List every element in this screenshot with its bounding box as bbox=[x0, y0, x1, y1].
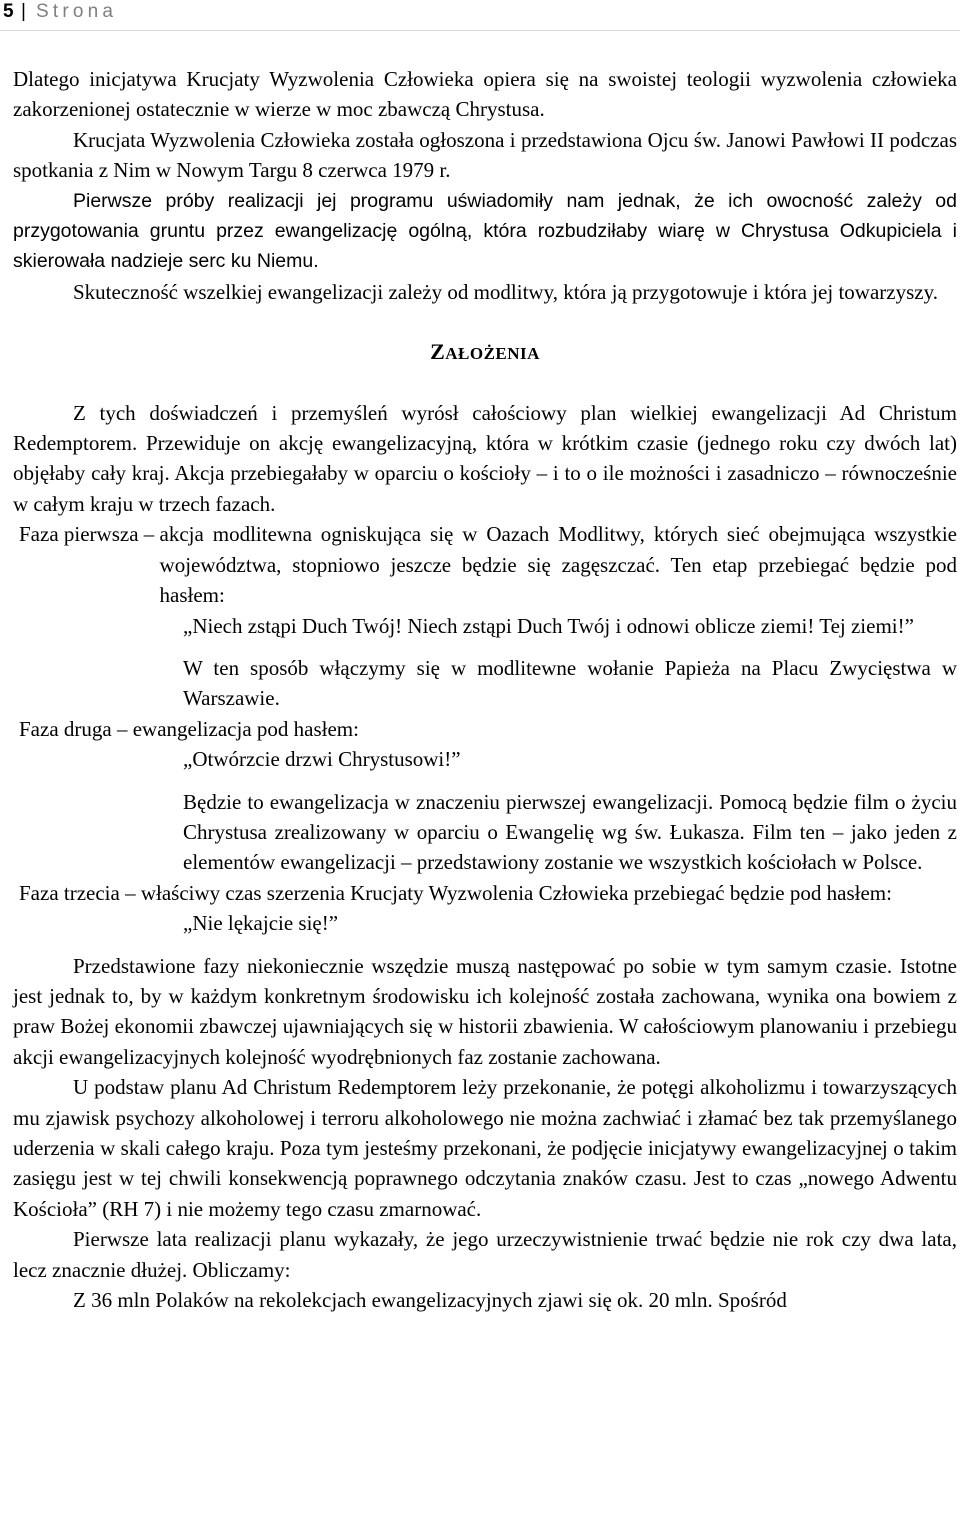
page-header-separator: | bbox=[21, 1, 26, 22]
page-header bbox=[0, 0, 960, 31]
document-body bbox=[13, 64, 957, 1315]
phase-text: akcja modlitewna ogniskująca się w Oazach Modlitwy, których sieć obejmująca wszystkie województwa, stopniowo jeszcze będzie się zagęszczać. Ten etap przebiegać będzie pod hasłem: bbox=[159, 522, 957, 608]
paragraph: Skuteczność wszelkiej ewangelizacji zależy od modlitwy, która ją przygotowuje i która jej towarzyszy. bbox=[73, 279, 938, 304]
page-number: 5 bbox=[3, 1, 14, 22]
phase-motto: „Nie lękajcie się!” bbox=[183, 911, 339, 936]
paragraph: U podstaw planu Ad Christum Redemptorem leży przekonanie, że potęgi alkoholizmu i towarzyszących mu zjawisk psychozy alkoholowej i terroru alkoholowego nie można zachwiać i złamać bez tak przemyślanego uderzenia w skali całego kraju. Poza tym jesteśmy przekonani, że podjęcie inicjatywy ewangelizacyjnej o takim zasięgu jest w tej chwili konsekwencją poprawnego odczytania znaków czasu. Jest to czas „nowego Adwentu Kościoła” (RH 7) i nie możemy tego czasu zmarnować. bbox=[13, 1075, 957, 1221]
paragraph: Pierwsze lata realizacji planu wykazały, że jego urzeczywistnienie trwać będzie nie rok czy dwa lata, lecz znacznie dłużej. Obliczamy: bbox=[13, 1227, 957, 1282]
phase-motto: „Niech zstąpi Duch Twój! Niech zstąpi Duch Twój i odnowi oblicze ziemi! Tej ziemi!” bbox=[183, 613, 914, 638]
phase-item bbox=[19, 519, 957, 610]
phase-note: Będzie to ewangelizacja w znaczeniu pierwszej ewangelizacji. Pomocą będzie film o życiu Chrystusa zrealizowany w oparciu o Ewangelię wg św. Łukasza. Film ten – jako jeden z elementów ewangelizacji – przedstawiony zostanie we wszystkich kościołach w Polsce. bbox=[183, 789, 957, 875]
page-header-label: Strona bbox=[36, 1, 118, 22]
phase-label: Faza druga – bbox=[19, 716, 133, 741]
section-heading-initial: Z bbox=[430, 339, 446, 365]
paragraph: Przedstawione fazy niekoniecznie wszędzie muszą następować po sobie w tym samym czasie. Istotne jest jednak to, by w każdym konkretnym środowisku ich kolejność została zachowana, wynika ona bowiem z praw Bożej ekonomii zbawczej ujawniających się w historii zbawienia. W całościowym planowaniu i przebiegu akcji ewangelizacyjnych kolejność wyodrębnionych faz zostanie zachowana. bbox=[13, 953, 957, 1069]
phase-label: Faza trzecia – bbox=[19, 880, 141, 905]
phase-item bbox=[19, 714, 957, 744]
paragraph: Z 36 mln Polaków na rekolekcjach ewangelizacyjnych zjawi się ok. 20 mln. Spośród bbox=[73, 1288, 787, 1313]
phase-label: Faza pierwsza – bbox=[19, 522, 160, 547]
phase-motto: „Otwórzcie drzwi Chrystusowi!” bbox=[183, 747, 461, 772]
paragraph: Krucjata Wyzwolenia Człowieka została ogłoszona i przedstawiona Ojcu św. Janowi Pawłowi II podczas spotkania z Nim w Nowym Targu 8 czerwca 1979 r. bbox=[13, 127, 957, 183]
phase-item bbox=[19, 878, 957, 908]
phase-text: właściwy czas szerzenia Krucjaty Wyzwolenia Człowieka przebiegać będzie pod hasłem: bbox=[140, 880, 892, 905]
paragraph: Z tych doświadczeń i przemyśleń wyrósł całościowy plan wielkiej ewangelizacji Ad Christum Redemptorem. Przewiduje on akcję ewangelizacyjną, która w krótkim czasie (jednego roku czy dwóch lat) objęłaby cały kraj. Akcja przebiegałaby w oparciu o kościoły – i to o ile możności i zasadniczo – równocześnie w całym kraju w trzech fazach. bbox=[13, 400, 957, 516]
section-heading bbox=[13, 337, 957, 369]
paragraph: Pierwsze próby realizacji jej programu uświadomiły nam jednak, że ich owocność zależy od przygotowania gruntu przez ewangelizację ogólną, która rozbudziłaby wiarę w Chrystusa Odkupiciela i skierowała nadzieje serc ku Niemu. bbox=[13, 189, 957, 273]
phase-text: ewangelizacja pod hasłem: bbox=[132, 716, 359, 741]
phase-note: W ten sposób włączymy się w modlitewne wołanie Papieża na Placu Zwycięstwa w Warszawie. bbox=[183, 655, 957, 711]
section-heading-rest: AŁOŻENIA bbox=[445, 344, 540, 364]
paragraph: Dlatego inicjatywa Krucjaty Wyzwolenia Człowieka opiera się na swoistej teologii wyzwolenia człowieka zakorzenionej ostatecznie w wierze w moc zbawczą Chrystusa. bbox=[13, 67, 957, 122]
